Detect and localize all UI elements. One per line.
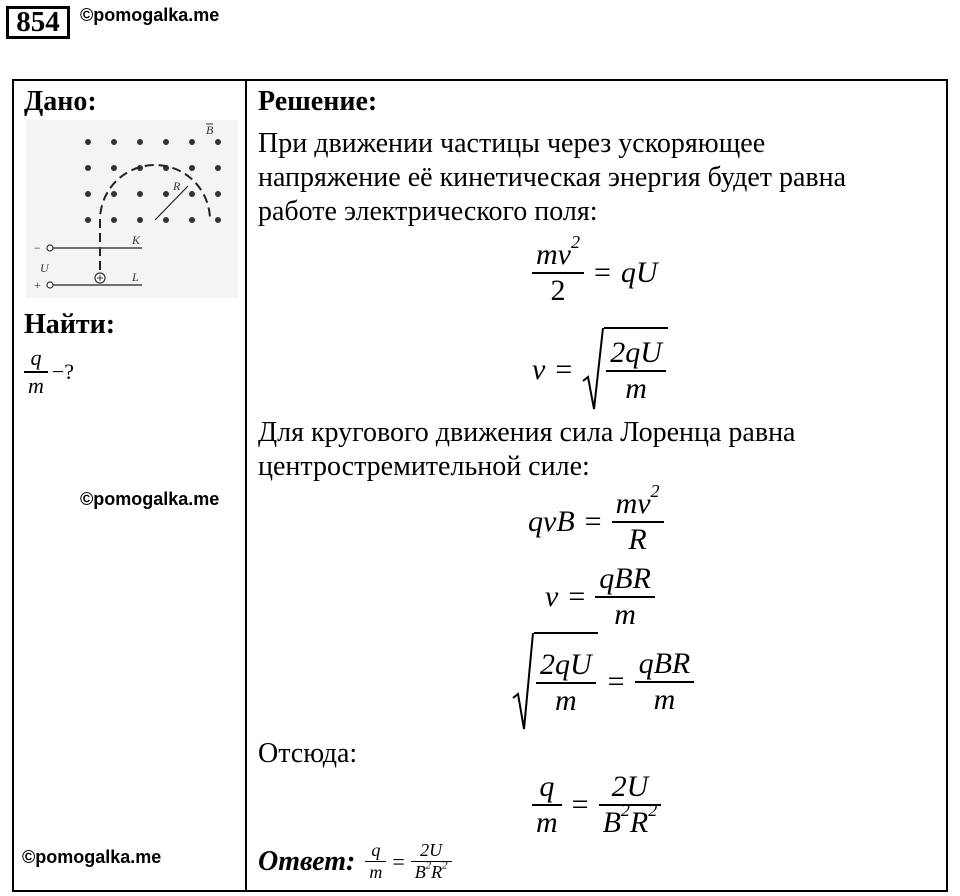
answer-label: Ответ: [258, 845, 356, 877]
watermark-bottom: ©pomogalka.me [22, 847, 162, 867]
square-root: $\frac{2qU}{m}$ [512, 632, 598, 732]
column-divider [245, 79, 247, 892]
paragraph-1: При движении частицы через ускоряющее напряжение её кинетическая энергия будет равна работе электрического поля: [258, 128, 847, 227]
problem-number: 854 [6, 6, 70, 39]
equation-kinetic-energy: $\frac{mv^2}{2}$ = qU [532, 238, 658, 308]
square-root: $\frac{2qU}{m}$ [582, 327, 668, 413]
plate-top-label: K [132, 233, 141, 247]
find-heading: Найти: [24, 309, 116, 340]
find-fraction: $\frac{q}{m}$ [24, 345, 48, 399]
minus-sign: − [34, 241, 41, 255]
radius-label: R [173, 179, 181, 193]
plus-sign: + [34, 278, 41, 292]
given-heading: Дано: [24, 86, 97, 117]
watermark-top: ©pomogalka.me [80, 5, 220, 25]
equation-velocity-from-voltage: v = $\frac{2qU}{m}$ [532, 327, 668, 413]
equation-combined: $\frac{2qU}{m}$ = $\frac{\text{qBR}}{m}$ [512, 632, 694, 732]
paragraph-3: Отсюда: [258, 738, 358, 769]
particle-in-magnetic-field-diagram [26, 120, 238, 298]
plate-bottom-label: L [132, 270, 139, 284]
field-label: B [206, 123, 214, 137]
find-expression: $\frac{q}{m}$ −? [24, 345, 74, 399]
answer: Ответ: $\frac{q}{m}$ = $\frac{2U}{B^2R^2}$ [258, 840, 452, 883]
paragraph-2: Для кругового движения сила Лоренца равна центростремительной силе: [258, 417, 796, 482]
voltage-label: U [40, 261, 49, 275]
equation-lorentz-force: qvB = $\frac{mv^2}{R}$ [528, 487, 664, 557]
equation-result: $\frac{q}{m}$ = $\frac{2U}{B^2R^2}$ [532, 770, 661, 840]
watermark-middle: ©pomogalka.me [80, 489, 220, 509]
equation-velocity-from-field: v = $\frac{\text{qBR}}{m}$ [545, 562, 655, 632]
solution-heading: Решение: [258, 86, 378, 117]
